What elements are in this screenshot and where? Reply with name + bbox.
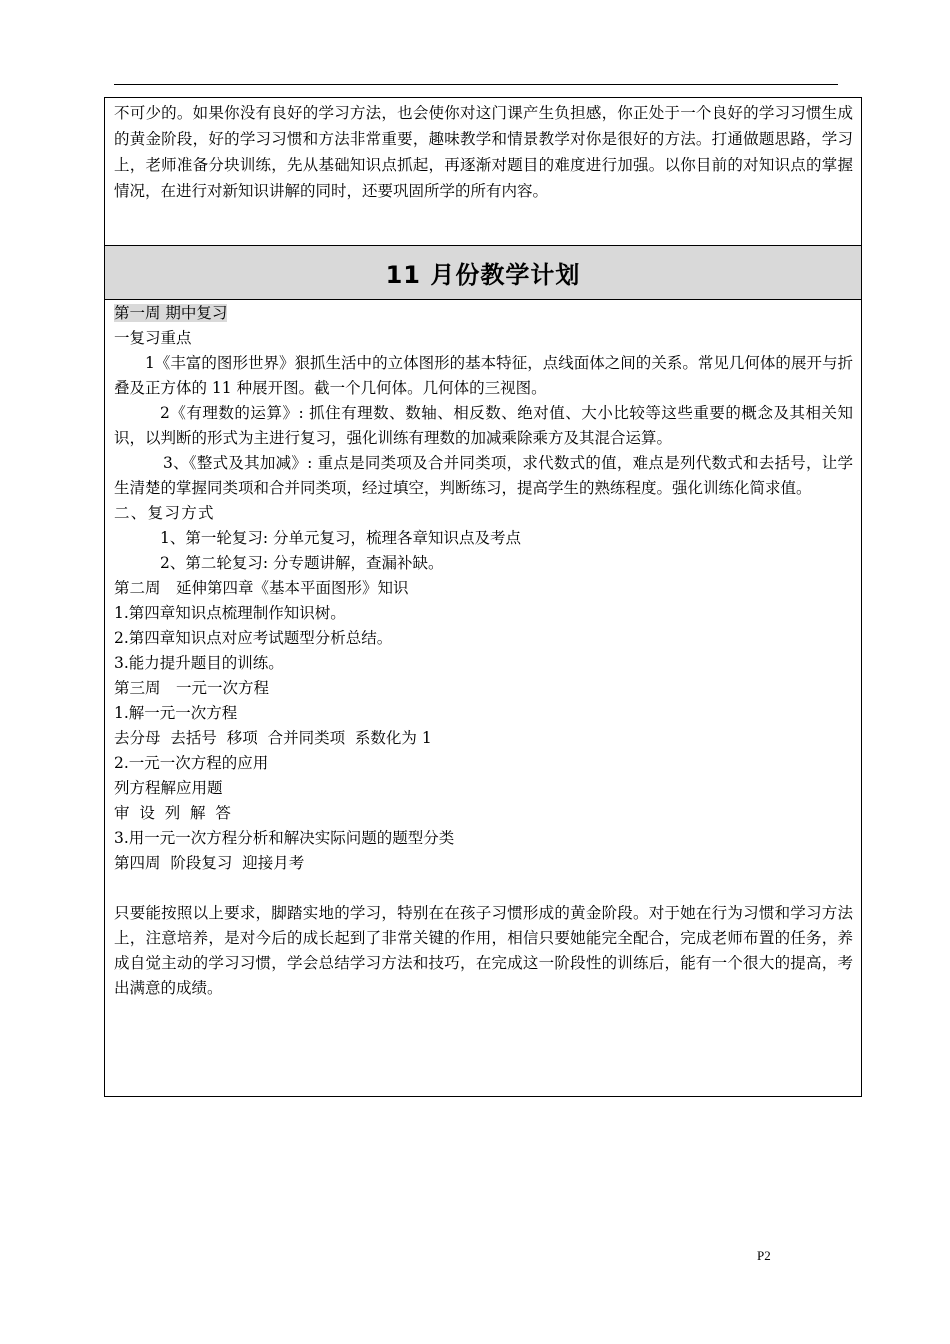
week3-line: 列方程解应用题: [114, 779, 223, 797]
week2-heading: 第二周 延伸第四章《基本平面图形》知识: [114, 579, 409, 597]
week3-line: 去分母 去括号 移项 合并同类项 系数化为 1: [114, 729, 432, 747]
document-table: [104, 97, 862, 1097]
header-rule: [114, 84, 838, 85]
review-method-heading: 二、复习方式: [114, 504, 215, 522]
week2-item: 3.能力提升题目的训练。: [114, 654, 284, 672]
review-focus-heading: 一复习重点: [114, 329, 192, 347]
page-number: P2: [757, 1248, 771, 1263]
review-method-1: 1、第一轮复习: 分单元复习，梳理各章知识点及考点: [160, 529, 522, 547]
week3-line: 1.解一元一次方程: [114, 704, 238, 722]
week4-heading: 第四周 阶段复习 迎接月考: [114, 854, 305, 872]
week2-item: 2.第四章知识点对应考试题型分析总结。: [114, 629, 393, 647]
week3-line: 3.用一元一次方程分析和解决实际问题的题型分类: [114, 829, 455, 847]
blank-line: [114, 876, 853, 901]
week3-line: 审 设 列 解 答: [114, 804, 231, 822]
review-method-2: 2、第二轮复习: 分专题讲解，查漏补缺。: [160, 554, 444, 572]
top-paragraph: 不可少的。如果你没有良好的学习方法，也会使你对这门课产生负担感，你正处于一个良好的学习习惯生成的黄金阶段，好的学习习惯和方法非常重要，趣味教学和情景教学对你是很好的方法。打通做题思路，学习上，老师准备分块训练，先从基础知识点抓起，再逐渐对题目的难度进行加强。以你目前的对知识点的掌握情况，在进行对新知识讲解的同时，还要巩固所学的所有内容。: [114, 104, 853, 200]
previous-section-cell: [105, 98, 861, 246]
closing-paragraph: 只要能按照以上要求，脚踏实地的学习，特别在在孩子习惯形成的黄金阶段。对于她在行为习惯和学习方法上，注意培养，是对今后的成长起到了非常关键的作用，相信只要她能完全配合，完成老师布置的任务，养成自觉主动的学习习惯，学会总结学习方法和技巧，在完成这一阶段性的训练后，能有一个很大的提高，考出满意的成绩。: [114, 904, 853, 997]
review-item-1: 1《丰富的图形世界》狠抓生活中的立体图形的基本特征，点线面体之间的关系。常见几何体的展开与折叠及正方体的 11 种展开图。截一个几何体。几何体的三视图。: [114, 354, 853, 397]
plan-title: 11 月份教学计划: [385, 261, 581, 289]
week3-heading: 第三周 一元一次方程: [114, 679, 270, 697]
week2-item: 1.第四章知识点梳理制作知识树。: [114, 604, 346, 622]
week3-line: 2.一元一次方程的应用: [114, 754, 269, 772]
week1-heading: 第一周 期中复习: [114, 304, 228, 322]
review-item-2: 2《有理数的运算》: 抓住有理数、数轴、相反数、绝对值、大小比较等这些重要的概念及其相关知识，以判断的形式为主进行复习，强化训练有理数的加减乘除乘方及其混合运算。: [114, 404, 853, 447]
review-item-3: 3、《整式及其加减》: 重点是同类项及合并同类项，求代数式的值，难点是列代数式和去括号，让学生清楚的掌握同类项和合并同类项，经过填空，判断练习，提高学生的熟练程度。强化训练化简求值。: [114, 454, 853, 497]
title-cell: [105, 246, 861, 300]
plan-body-cell: [105, 300, 861, 1096]
